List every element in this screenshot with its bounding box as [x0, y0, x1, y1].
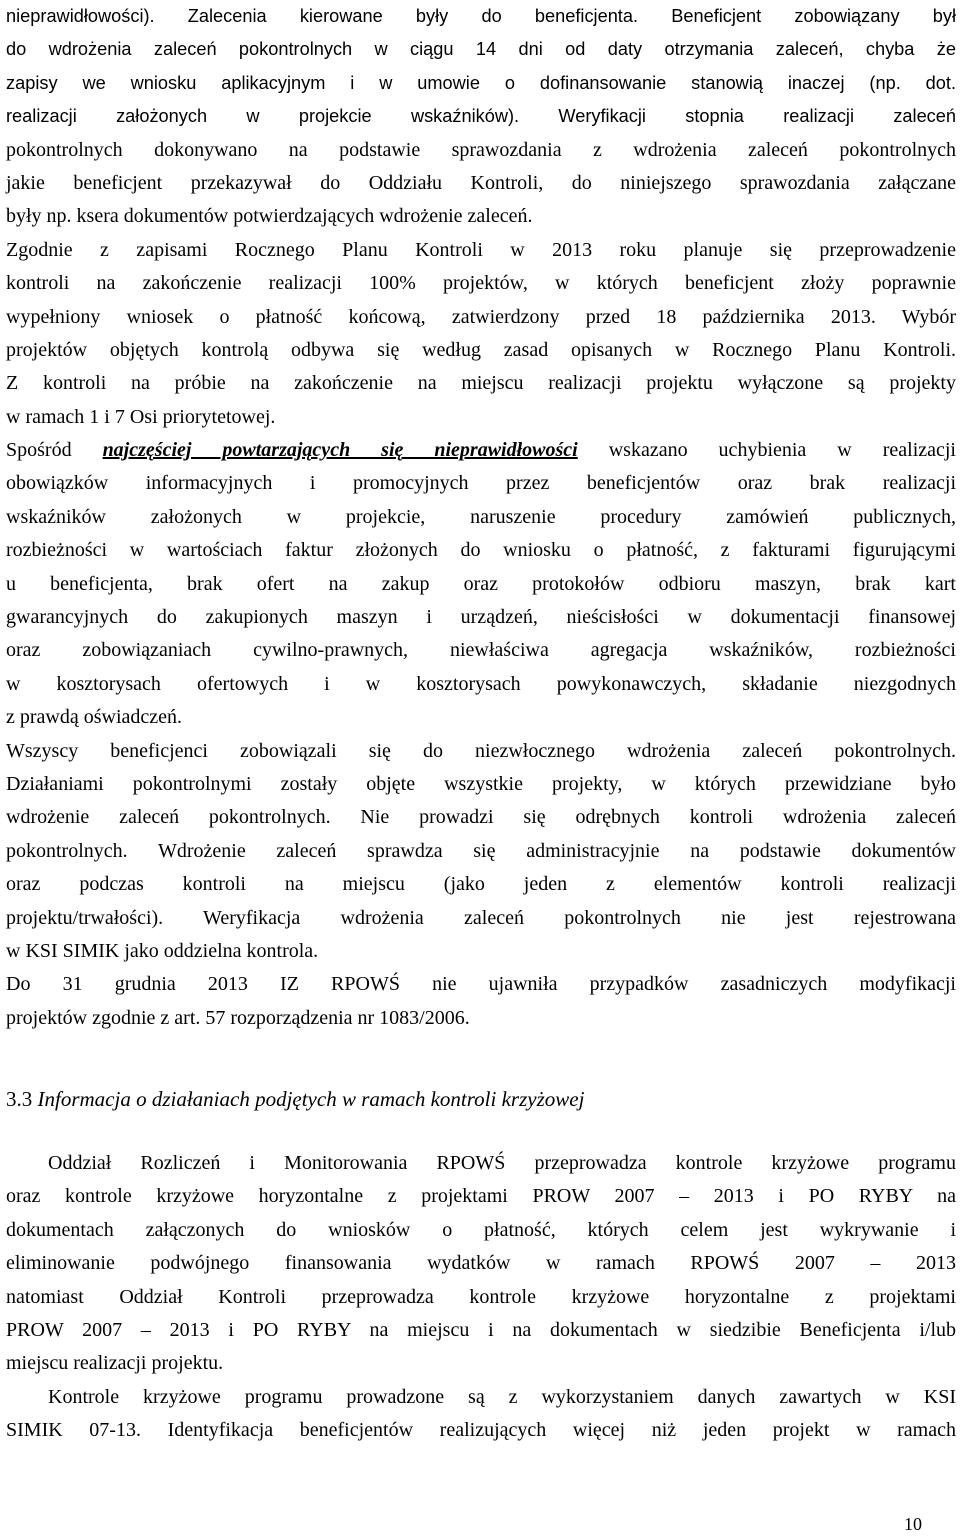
text-line: eliminowanie podwójnego finansowania wydatków w ramach RPOWŚ 2007 – 2013: [6, 1252, 956, 1275]
text-line: w ramach 1 i 7 Osi priorytetowej.: [6, 405, 276, 428]
text-line: projektów zgodnie z art. 57 rozporządzenia nr 1083/2006.: [6, 1006, 470, 1029]
text-line: Działaniami pokontrolnymi zostały objęte wszystkie projekty, w których przewidziane było: [6, 772, 956, 795]
text-line: projektu/trwałości). Weryfikacja wdrożenia zaleceń pokontrolnych nie jest rejestrowana: [6, 906, 956, 929]
text-line: dokumentach załączonych do wniosków o płatność, których celem jest wykrywanie i: [6, 1218, 956, 1241]
text-line: Zgodnie z zapisami Rocznego Planu Kontroli w 2013 roku planuje się przeprowadzenie: [6, 238, 956, 261]
text-line: oraz podczas kontroli na miejscu (jako jeden z elementów kontroli realizacji: [6, 873, 956, 896]
text-segment: Weryfikacji stopnia realizacji zaleceń: [558, 106, 957, 127]
text-line: pokontrolnych. Wdrożenie zaleceń sprawdza się administracyjnie na podstawie dokumentów: [6, 839, 956, 862]
text-line: gwarancyjnych do zakupionych maszyn i urządzeń, nieścisłości w dokumentacji finansowej: [6, 606, 956, 629]
text-segment: realizacji założonych w projekcie wskaźników).: [6, 106, 520, 127]
text-line: wskaźników założonych w projekcie, naruszenie procedury zamówień publicznych,: [6, 505, 956, 528]
text-line: były np. ksera dokumentów potwierdzających wdrożenie zaleceń.: [6, 205, 533, 228]
section-title: Informacja o działaniach podjętych w ramach kontroli krzyżowej: [37, 1087, 585, 1111]
text-line: wdrożenie zaleceń pokontrolnych. Nie prowadzi się odrębnych kontroli wdrożenia zaleceń: [6, 806, 956, 829]
text-line: [6, 100, 956, 133]
text-line: Kontrole krzyżowe programu prowadzone są z wykorzystaniem danych zawartych w KSI: [48, 1385, 956, 1408]
text-line: u beneficjenta, brak ofert na zakup oraz protokołów odbioru maszyn, brak kart: [6, 572, 956, 595]
text-line: w kosztorysach ofertowych i w kosztorysach powykonawczych, składanie niezgodnych: [6, 672, 956, 695]
text-line: do wdrożenia zaleceń pokontrolnych w ciągu 14 dni od daty otrzymania zaleceń, chyba że: [6, 39, 956, 60]
text-line: oraz kontrole krzyżowe horyzontalne z projektami PROW 2007 – 2013 i PO RYBY na: [6, 1185, 956, 1208]
text-line: Oddział Rozliczeń i Monitorowania RPOWŚ przeprowadza kontrole krzyżowe programu: [48, 1152, 956, 1174]
text-line: Do 31 grudnia 2013 IZ RPOWŚ nie ujawniła przypadków zasadniczych modyfikacji: [6, 973, 956, 996]
section-body: [6, 1147, 956, 1448]
text-line: wypełniony wniosek o płatność końcową, zatwierdzony przed 18 października 2013. Wybór: [6, 305, 956, 328]
page-number: 10: [904, 1514, 922, 1534]
text-segment: Identyfikacja beneficjentów realizujących więcej niż jeden projekt w ramach: [167, 1419, 956, 1442]
text-line: obowiązków informacyjnych i promocyjnych przez beneficjentów oraz brak realizacji: [6, 472, 956, 495]
text-line: zapisy we wniosku aplikacyjnym i w umowie o dofinansowanie stanowią inaczej (np. dot.: [6, 72, 956, 93]
text-line: natomiast Oddział Kontroli przeprowadza kontrole krzyżowe horyzontalne z projektami: [6, 1285, 956, 1308]
text-line: [6, 434, 956, 467]
section-heading: [6, 1087, 584, 1112]
text-line: nieprawidłowości). Zalecenia kierowane były do beneficjenta. Beneficjent zobowiązany był: [6, 6, 956, 26]
text-line: miejscu realizacji projektu.: [6, 1352, 224, 1375]
text-line: projektów objętych kontrolą odbywa się według zasad opisanych w Rocznego Planu Kontroli.: [6, 338, 956, 361]
emphasized-phrase: najczęściej powtarzających się nieprawidłowości: [102, 439, 578, 462]
document-body: [6, 0, 956, 1035]
text-line: z prawdą oświadczeń.: [6, 706, 183, 729]
text-line: kontroli na zakończenie realizacji 100% projektów, w których beneficjent złoży poprawnie: [6, 272, 956, 295]
text-line: jakie beneficjent przekazywał do Oddziału Kontroli, do niniejszego sprawozdania załączane: [6, 171, 956, 194]
text-line: oraz zobowiązaniach cywilno-prawnych, niewłaściwa agregacja wskaźników, rozbieżności: [6, 639, 956, 662]
text-line: PROW 2007 – 2013 i PO RYBY na miejscu i na dokumentach w siedzibie Beneficjenta i/lub: [6, 1318, 956, 1341]
text-line: Z kontroli na próbie na zakończenie na miejscu realizacji projektu wyłączone są projekty: [6, 372, 956, 395]
text-line: w KSI SIMIK jako oddzielna kontrola.: [6, 939, 319, 962]
text-line: [6, 1414, 956, 1447]
text-segment: Spośród: [6, 439, 72, 462]
text-line: Wszyscy beneficjenci zobowiązali się do niezwłocznego wdrożenia zaleceń pokontrolnych.: [6, 739, 956, 762]
text-line: rozbieżności w wartościach faktur złożonych do wniosku o płatność, z fakturami figurującymi: [6, 539, 956, 562]
section-number: 3.3: [6, 1087, 33, 1111]
text-segment: SIMIK 07-13.: [6, 1419, 141, 1442]
text-segment: wskazano uchybienia w realizacji: [608, 439, 956, 462]
text-line: pokontrolnych dokonywano na podstawie sprawozdania z wdrożenia zaleceń pokontrolnych: [6, 138, 956, 161]
